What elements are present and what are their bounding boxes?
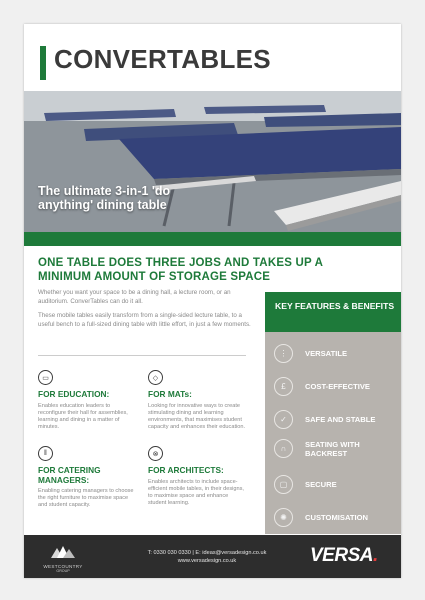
feature-title: FOR EDUCATION: xyxy=(38,389,110,399)
section-divider xyxy=(38,355,246,356)
feature-title: FOR CATERING MANAGERS: xyxy=(38,465,101,485)
intro-paragraph: These mobile tables easily transform from a single-sided lecture table, to a useful bench to a full-sized dining table with little effort, in just a few moments. xyxy=(38,312,251,328)
brochure-page xyxy=(24,24,401,578)
feature-title: FOR MATs: xyxy=(148,389,192,399)
shield-check-icon: ✓ xyxy=(274,410,293,429)
feature-text: Looking for innovative ways to create stimulating dining and learning environments, that maximises student capacity and enhances their education. xyxy=(148,402,246,430)
contact-info xyxy=(127,549,287,565)
feature-education xyxy=(38,370,138,431)
key-feature-label: SEATING WITH BACKREST xyxy=(305,439,360,458)
feature-mats xyxy=(148,370,248,431)
contact-line: T: 0330 030 0330 | E: ideas@versadesign.co.uk xyxy=(147,550,267,556)
versa-logo xyxy=(310,545,378,567)
compass-icon: ⊗ xyxy=(148,446,163,461)
cutlery-icon: ǁ xyxy=(38,446,53,461)
hero-caption: The ultimate 3-in-1 'do anything' dining table xyxy=(38,184,171,212)
logo-name: WESTCOUNTRY xyxy=(43,564,83,569)
key-feature-versatile xyxy=(274,344,347,363)
page-title: CONVERTABLES xyxy=(54,44,271,74)
key-feature-label: SAFE AND STABLE xyxy=(305,415,376,424)
key-feature-safe-stable xyxy=(274,410,375,429)
chair-icon: ∩ xyxy=(274,439,293,458)
versatile-icon: ⋮ xyxy=(274,344,293,363)
lock-icon: ▢ xyxy=(274,475,293,494)
feature-text: Enabling catering managers to choose the right furniture to maximise space and student capacity. xyxy=(38,488,134,508)
logo-subtitle: GROUP xyxy=(56,569,70,573)
feature-title: FOR ARCHITECTS: xyxy=(148,465,224,475)
key-feature-label: CUSTOMISATION xyxy=(305,513,369,522)
title-accent-bar xyxy=(40,46,46,80)
shield-icon: ◇ xyxy=(148,370,163,385)
feature-text: Enables education leaders to reconfigure their hall for assemblies, learning and dining in a matter of minutes. xyxy=(38,402,128,430)
feature-text: Enables architects to include space-efficient mobile tables, in their designs, to maximise space and enhance student learning. xyxy=(148,478,244,506)
footer xyxy=(24,535,401,578)
feature-catering xyxy=(38,446,138,509)
key-feature-label: VERSATILE xyxy=(305,349,348,358)
green-divider-strip xyxy=(24,232,401,246)
hero-image xyxy=(24,91,401,232)
intro-paragraph: Whether you want your space to be a dining hall, a lecture room, or an auditorium. ConverTables can do it all. xyxy=(38,289,231,305)
website-link[interactable]: www.versadesign.co.uk xyxy=(177,558,237,564)
pound-icon: £ xyxy=(274,377,293,396)
feature-architects xyxy=(148,446,248,507)
key-features-panel xyxy=(265,332,401,534)
headline: ONE TABLE DOES THREE JOBS AND TAKES UP A MINIMUM AMOUNT OF STORAGE SPACE xyxy=(38,257,323,283)
mountain-logo-icon xyxy=(51,546,75,558)
key-feature-cost-effective xyxy=(274,377,370,396)
gear-icon: ✺ xyxy=(274,508,293,527)
key-feature-label: SECURE xyxy=(305,480,337,489)
key-features-heading: KEY FEATURES & BENEFITS xyxy=(265,292,401,332)
versa-brand-dot: . xyxy=(372,545,378,566)
key-feature-seating xyxy=(274,439,385,458)
westcountry-logo xyxy=(38,545,88,573)
key-feature-label: COST-EFFECTIVE xyxy=(305,382,370,391)
versa-brand-text: VERSA xyxy=(310,545,373,566)
book-icon: ▭ xyxy=(38,370,53,385)
key-feature-secure xyxy=(274,475,337,494)
key-feature-customisation xyxy=(274,508,368,527)
intro-text xyxy=(38,289,258,335)
